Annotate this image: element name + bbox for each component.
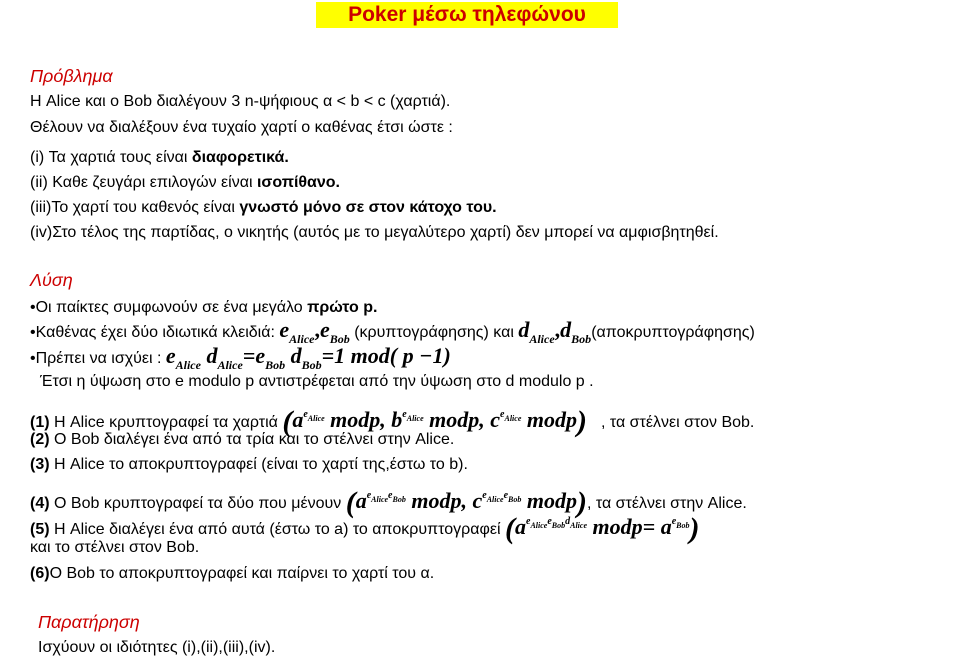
step-3-num: (3)	[30, 456, 50, 473]
step-3	[30, 455, 468, 475]
step-4-num: (4)	[30, 495, 50, 512]
bullet-prime-text: •Οι παίκτες συμφωνούν σε ένα μεγάλο	[30, 299, 308, 316]
condition-1-text: (i) Τα χαρτιά τους είναι	[30, 149, 192, 166]
step-6-num: (6)	[30, 565, 50, 582]
step-2-text: Ο Bob διαλέγει ένα από τα τρία και το στέλνει στην Alice.	[49, 431, 455, 448]
condition-3-bold: γνωστό μόνο σε στον κάτοχο του.	[239, 199, 497, 216]
inverse-note: Έτσι η ύψωση στο e modulo p αντιστρέφεται από την ύψωση στο d modulo p .	[40, 373, 594, 390]
step-1-num: (1)	[30, 414, 50, 431]
step-1-post: , τα στέλνει στον Bob.	[601, 414, 755, 431]
formula-step-1: ($a^{eAlice}$ modp, $b^{eAlice}$ modp, $c^{eAlice}$ modp)	[282, 405, 587, 438]
key-d-alice: $d_{Alice}$	[518, 317, 555, 346]
bullet-prime-bold: πρώτο p.	[307, 299, 378, 316]
comma: ,	[554, 317, 561, 342]
condition-1	[30, 148, 289, 168]
formula-step-4: ($a^{eAliceeBob}$ modp, $c^{eAliceeBob}$ modp)	[345, 486, 587, 519]
step-6-text: O Bob το αποκρυπτογραφεί και παίρνει το χαρτί του α.	[49, 565, 435, 582]
remark-text: Ισχύουν οι ιδιότητες (i),(ii),(iii),(iv).	[38, 639, 276, 656]
step-4	[30, 486, 747, 519]
problem-intro-1: Η Alice και ο Bob διαλέγουν 3 n-ψήφιους α < b < c (χαρτιά).	[30, 93, 451, 110]
step-5-text: Η Alice διαλέγει ένα από αυτά (έστω το a) το αποκρυπτογραφεί	[49, 521, 505, 538]
formula-inverse: $e_{Alice}$ $d_{Alice}=e_{Bob}$ $d_{Bob}=1$ mod( p −1)	[165, 343, 451, 372]
condition-2-bold: ισοπίθανο.	[256, 174, 340, 191]
solution-heading: Λύση	[30, 270, 73, 290]
step-1-text: Η Alice κρυπτογραφεί τα χαρτιά	[49, 414, 283, 431]
condition-2-text: (ii) Καθε ζευγάρι επιλογών είναι	[30, 174, 257, 191]
condition-3	[30, 198, 497, 218]
bullet-condition	[30, 343, 451, 375]
bullet-keys-text: •Καθένας έχει δύο ιδιωτικά κλειδιά:	[30, 324, 280, 341]
problem-intro-2: Θέλουν να διαλέξουν ένα τυχαίο χαρτί ο καθένας έτσι ώστε :	[30, 119, 453, 136]
key-d-bob: $d_{Bob}$	[560, 317, 592, 346]
problem-heading: Πρόβλημα	[30, 66, 113, 86]
bullet-prime	[30, 298, 377, 318]
condition-2	[30, 173, 340, 193]
condition-4: (iv)Στο τέλος της παρτίδας, ο νικητής (αυτός με το μεγαλύτερο χαρτί) δεν μπορεί να αμφισβητηθεί.	[30, 224, 719, 241]
step-6	[30, 564, 434, 584]
bullet-keys-post: (αποκρυπτογράφησης)	[591, 324, 755, 341]
step-5	[30, 512, 700, 545]
condition-3-text: (iii)Το χαρτί του καθενός είναι	[30, 199, 240, 216]
step-4-post: , τα στέλνει στην Alice.	[587, 495, 747, 512]
key-e-alice: $e_{Alice}$	[279, 317, 315, 346]
step-2-num: (2)	[30, 431, 50, 448]
formula-step-5: ($a^{eAliceeBobdAlice}$ modp= $a^{eBob}$)	[504, 512, 700, 545]
bullet-keys-mid: (κρυπτογράφησης) και	[349, 324, 519, 341]
step-1	[30, 405, 755, 438]
bullet-condition-text: •Πρέπει να ισχύει :	[30, 350, 166, 367]
key-e-bob: $e_{Bob}$	[319, 317, 350, 346]
step-4-text: Ο Bob κρυπτογραφεί τα δύο που μένουν	[49, 495, 346, 512]
step-2	[30, 430, 454, 450]
condition-1-bold: διαφορετικά.	[191, 149, 289, 166]
step-3-text: Η Alice το αποκρυπτογραφεί (είναι το χαρτί της,έστω το b).	[49, 456, 468, 473]
comma: ,	[314, 317, 320, 342]
step-5-num: (5)	[30, 521, 50, 538]
step-5-continuation: και το στέλνει στον Bob.	[30, 539, 200, 556]
remark-heading: Παρατήρηση	[38, 612, 140, 632]
page-title: Poker μέσω τηλεφώνου	[316, 2, 618, 28]
